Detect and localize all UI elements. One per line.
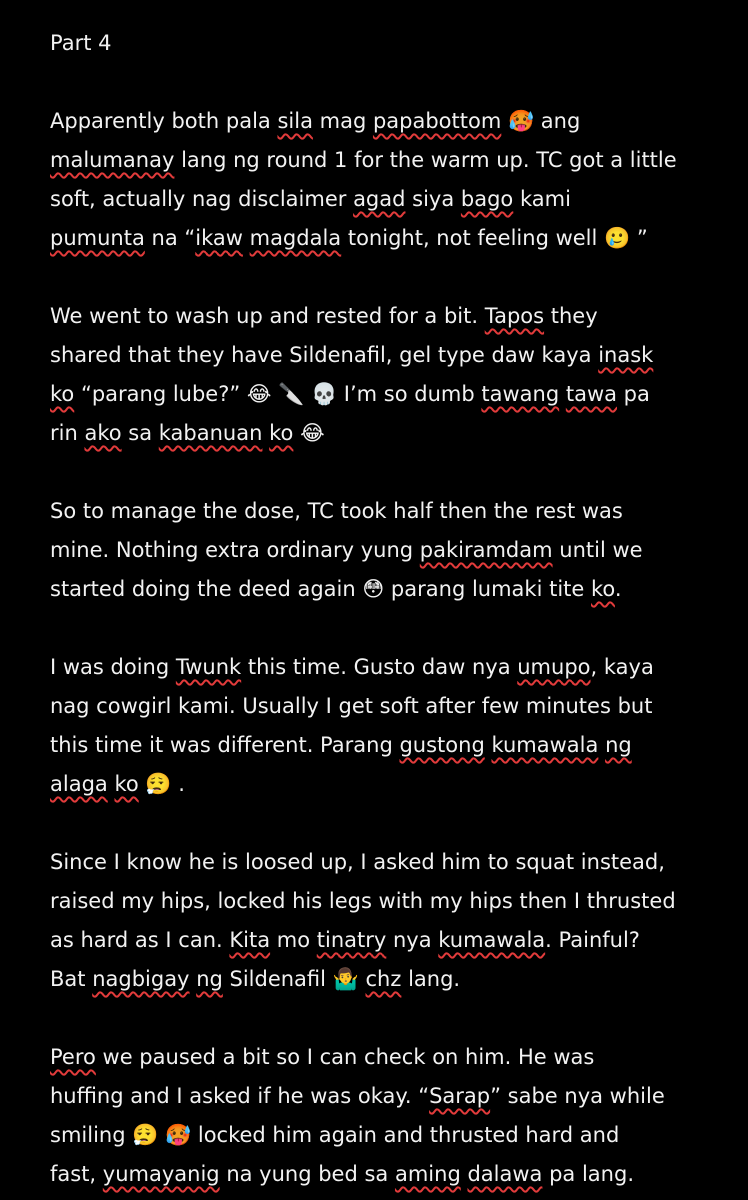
note-title-text: Part 4 — [50, 31, 112, 55]
misspelled-word: ko — [114, 772, 139, 796]
text-segment: I was doing — [50, 655, 176, 679]
text-line — [50, 297, 708, 336]
text-segment: until we — [552, 538, 643, 562]
misspelled-word: pakiramdam — [419, 538, 553, 562]
misspelled-word: ko — [269, 421, 294, 445]
text-segment: mag — [312, 109, 373, 133]
text-line — [50, 687, 708, 726]
text-segment: lang ng round 1 for the warm up. TC got a little — [174, 148, 677, 172]
misspelled-word: ng — [605, 733, 632, 757]
misspelled-word: kumawala — [438, 928, 546, 952]
text-line — [50, 1155, 708, 1194]
misspelled-word: Tapos — [484, 304, 545, 328]
text-line — [50, 375, 708, 414]
text-line — [50, 102, 708, 141]
text-line — [50, 1038, 708, 1077]
text-segment: “parang lube?” 😂 🔪 💀 I’m so dumb — [74, 382, 482, 406]
text-line — [50, 414, 708, 453]
text-segment: Bat — [50, 967, 93, 991]
misspelled-word: sila — [277, 109, 313, 133]
misspelled-word: dalawa — [467, 1162, 543, 1186]
paragraph — [50, 102, 708, 258]
text-segment: raised my hips, locked his legs with my hips then I thrusted — [50, 889, 676, 913]
misspelled-word: ako — [84, 421, 122, 445]
text-segment: pa — [617, 382, 650, 406]
text-line — [50, 765, 708, 804]
misspelled-word: umupo — [517, 655, 591, 679]
text-line — [50, 336, 708, 375]
text-segment: siya — [405, 187, 461, 211]
misspelled-word: nagbigay — [92, 967, 190, 991]
misspelled-word: pumunta — [50, 226, 145, 250]
paragraph — [50, 1038, 708, 1194]
text-segment: nya — [386, 928, 439, 952]
paragraph — [50, 648, 708, 804]
text-line — [50, 1116, 708, 1155]
misspelled-word: kumawala — [491, 733, 599, 757]
text-segment: mine. Nothing extra ordinary yung — [50, 538, 420, 562]
misspelled-word: chz — [365, 967, 402, 991]
misspelled-word: Pero — [50, 1045, 96, 1069]
paragraph — [50, 843, 708, 999]
text-segment: ” sabe nya while — [490, 1084, 665, 1108]
text-segment: lang. — [401, 967, 461, 991]
text-segment: huffing and I asked if he was okay. “ — [50, 1084, 430, 1108]
text-segment: So to manage the dose, TC took half then the rest was — [50, 499, 623, 523]
text-segment: nag cowgirl kami. Usually I get soft after few minutes but — [50, 694, 653, 718]
text-line — [50, 960, 708, 999]
misspelled-word: magdala — [249, 226, 342, 250]
text-segment: soft, actually nag disclaimer — [50, 187, 354, 211]
misspelled-word: aming — [394, 1162, 461, 1186]
misspelled-word: gustong — [399, 733, 485, 757]
text-line — [50, 570, 708, 609]
misspelled-word: ko — [591, 577, 615, 601]
text-line — [50, 180, 708, 219]
text-line — [50, 921, 708, 960]
text-segment: as hard as I can. — [50, 928, 230, 952]
text-segment: , kaya — [590, 655, 654, 679]
text-segment: we paused a bit so I can check on him. He was — [95, 1045, 595, 1069]
text-line — [50, 531, 708, 570]
note-title — [50, 24, 708, 63]
paragraph — [50, 297, 708, 453]
text-line — [50, 726, 708, 765]
text-segment: pa lang. — [542, 1162, 634, 1186]
text-segment: they — [544, 304, 598, 328]
text-segment: kami — [513, 187, 571, 211]
paragraph — [50, 492, 708, 609]
misspelled-word: inask — [598, 343, 654, 367]
misspelled-word: ko — [50, 382, 75, 406]
text-segment: shared that they have Sildenafil, gel type daw kaya — [50, 343, 599, 367]
text-line — [50, 648, 708, 687]
misspelled-word: Twunk — [175, 655, 242, 679]
text-line — [50, 492, 708, 531]
misspelled-word: ng — [196, 967, 223, 991]
misspelled-word: yumayanig — [102, 1162, 220, 1186]
text-segment — [559, 382, 566, 406]
misspelled-word: ikaw — [195, 226, 243, 250]
misspelled-word: tawang — [481, 382, 560, 406]
misspelled-word: bago — [460, 187, 514, 211]
text-line — [50, 843, 708, 882]
misspelled-word: papabottom — [372, 109, 502, 133]
text-segment: this time it was different. Parang — [50, 733, 400, 757]
text-segment: 😮‍💨 . — [138, 772, 185, 796]
text-segment: Apparently both pala — [50, 109, 278, 133]
misspelled-word: malumanay — [50, 148, 175, 172]
text-segment: this time. Gusto daw nya — [241, 655, 518, 679]
text-segment: na yung bed sa — [219, 1162, 395, 1186]
text-segment: Sildenafil 🤷‍♂️ — [222, 967, 366, 991]
text-segment: 🥵 ang — [501, 109, 581, 133]
misspelled-word: kabanuan — [158, 421, 263, 445]
text-line — [50, 1077, 708, 1116]
text-line — [50, 882, 708, 921]
text-segment: We went to wash up and rested for a bit. — [50, 304, 485, 328]
text-segment: smiling 😮‍💨 🥵 locked him again and thrusted hard and — [50, 1123, 620, 1147]
text-segment: fast, — [50, 1162, 103, 1186]
text-segment: 😂 — [293, 421, 325, 445]
text-segment — [243, 226, 250, 250]
text-segment: mo — [270, 928, 317, 952]
misspelled-word: Sarap — [429, 1084, 491, 1108]
misspelled-word: tawa — [565, 382, 617, 406]
text-segment: . Painful? — [545, 928, 640, 952]
misspelled-word: tinatry — [316, 928, 387, 952]
text-segment: na “ — [144, 226, 196, 250]
text-segment: . — [614, 577, 622, 601]
text-segment: rin — [50, 421, 85, 445]
misspelled-word: alaga — [50, 772, 108, 796]
misspelled-word: Kita — [229, 928, 271, 952]
text-segment: sa — [121, 421, 159, 445]
text-line — [50, 141, 708, 180]
text-segment: started doing the deed again 😳 parang lumaki tite — [50, 577, 591, 601]
text-line — [50, 219, 708, 258]
note-paragraphs — [50, 102, 708, 1194]
misspelled-word: agad — [353, 187, 406, 211]
text-segment: tonight, not feeling well 🥲 ” — [341, 226, 648, 250]
text-segment: Since I know he is loosed up, I asked him to squat instead, — [50, 850, 665, 874]
